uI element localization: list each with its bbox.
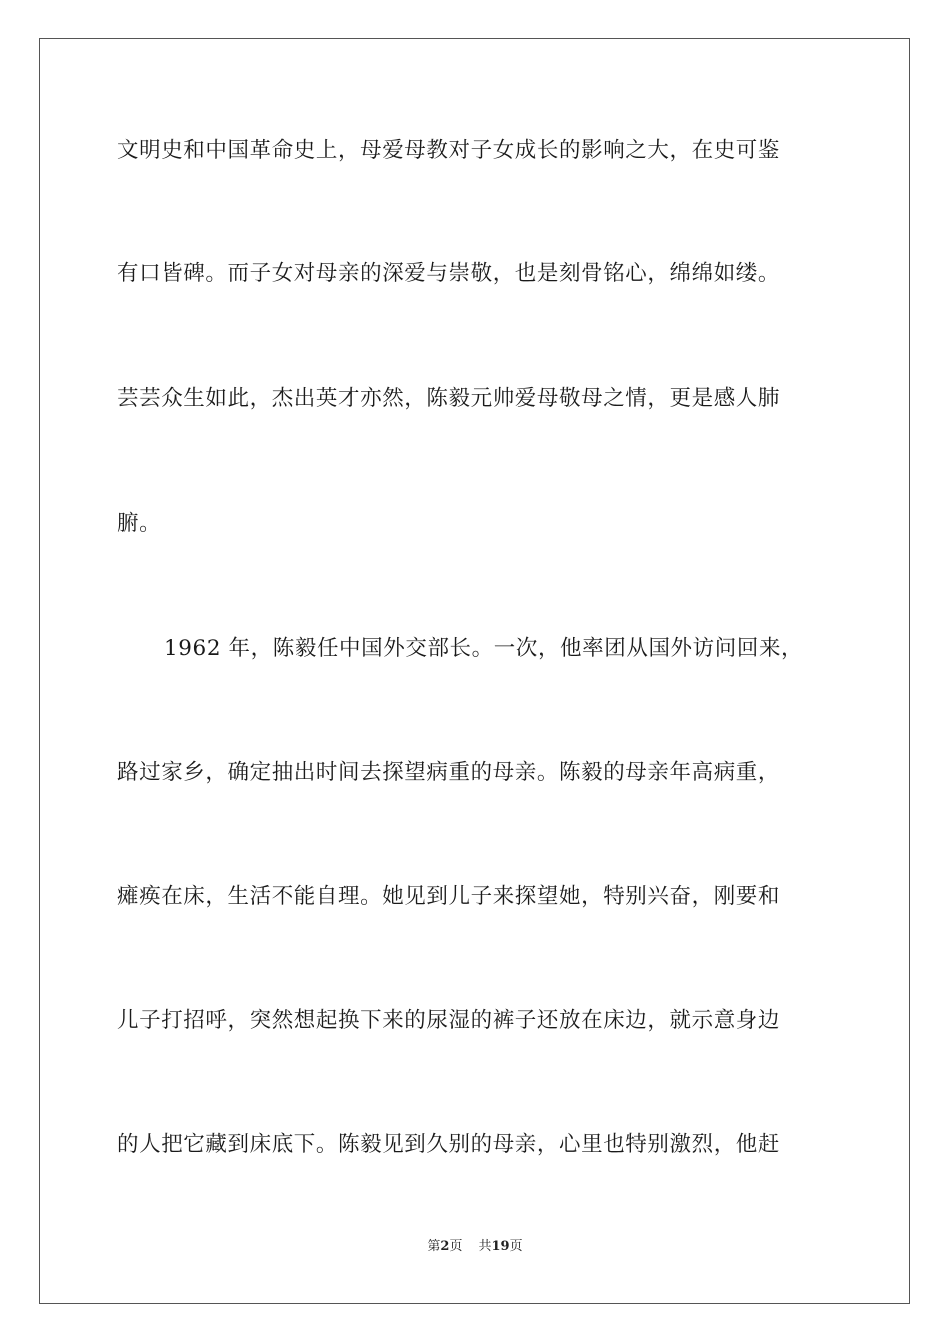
text-line-4: 腑。: [117, 511, 162, 536]
text-line-2: 有口皆碑。而子女对母亲的深爱与崇敬，也是刻骨铭心，绵绵如缕。: [117, 261, 781, 286]
text-line-6: 路过家乡，确定抽出时间去探望病重的母亲。陈毅的母亲年高病重，: [117, 760, 781, 785]
page-number: 2: [440, 1239, 450, 1254]
text-line-8: 儿子打招呼，突然想起换下来的尿湿的裤子还放在床边，就示意身边: [117, 1008, 781, 1033]
page-suffix: 页: [449, 1239, 463, 1254]
page-footer: [0, 1238, 950, 1256]
page-border: [39, 38, 910, 1304]
total-prefix: 共: [478, 1239, 492, 1254]
text-line-3: 芸芸众生如此，杰出英才亦然，陈毅元帅爱母敬母之情，更是感人肺: [117, 386, 781, 411]
total-suffix: 页: [509, 1239, 523, 1254]
text-line-1: 文明史和中国革命史上，母爱母教对子女成长的影响之大，在史可鉴: [117, 138, 781, 163]
text-line-5: 1962 年，陈毅任中国外交部长。一次，他率团从国外访问回来，: [164, 636, 804, 661]
page-prefix: 第: [427, 1239, 441, 1254]
text-line-9: 的人把它藏到床底下。陈毅见到久别的母亲，心里也特别激烈，他赶: [117, 1132, 781, 1157]
text-line-7: 瘫痪在床，生活不能自理。她见到儿子来探望她，特别兴奋，刚要和: [117, 884, 781, 909]
total-pages: 19: [491, 1239, 510, 1254]
